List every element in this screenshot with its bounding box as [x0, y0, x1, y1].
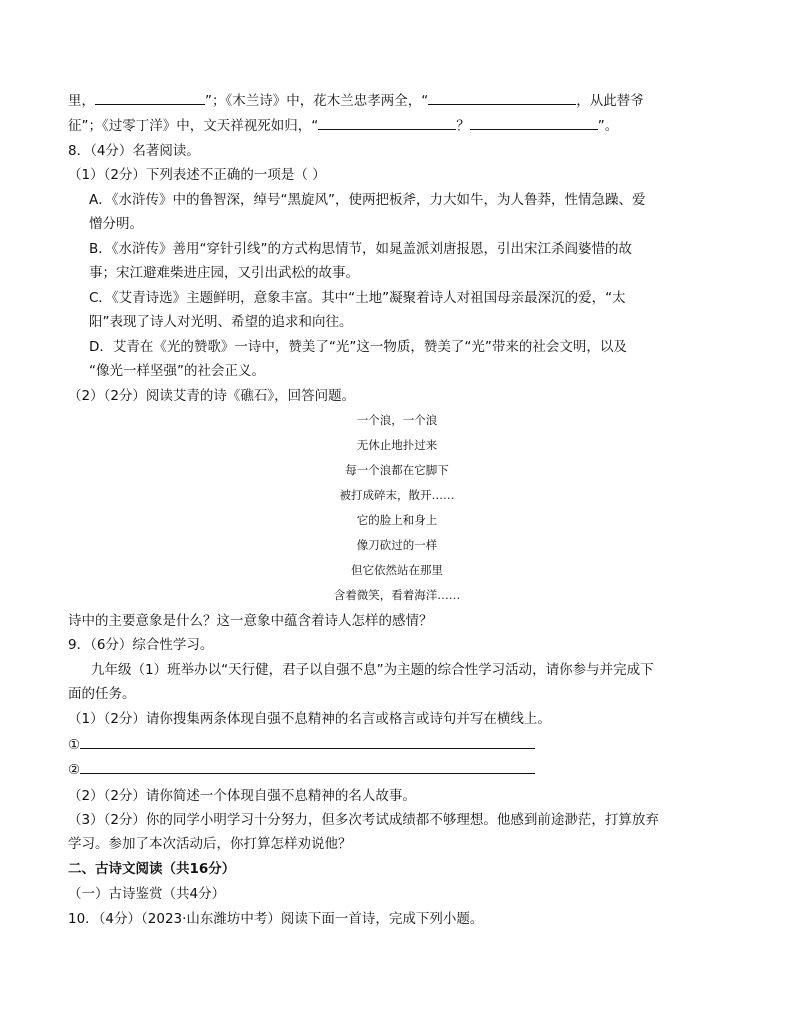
question-9-sub2: （2）（2分）请你简述一个体现自强不息精神的名人故事。: [68, 788, 416, 804]
poem-question: 诗中的主要意象是什么？这一意象中蕴含着诗人怎样的感情？: [68, 613, 433, 629]
option-d-line-2: “像光一样坚强”的社会正义。: [89, 363, 265, 379]
question-9-sub3-line-1: （3）（2分）你的同学小明学习十分努力，但多次考试成绩都不够理想。他感到前途渺茫，打算放弃: [68, 812, 659, 828]
fill-text: 征”；《过零丁洋》中，文天祥视死如归，“: [68, 118, 319, 134]
option-b-line-1: B．《水浒传》善用“穿针引线”的方式构思情节，如晁盖派刘唐报恩，引出宋江杀阎婆惜的故: [89, 241, 632, 257]
question-8-sub2: （2）（2分）阅读艾青的诗《礁石》，回答问题。: [68, 388, 356, 404]
poem-line: 一个浪，一个浪: [356, 413, 438, 427]
section-2-heading: 二、古诗文阅读（共16分）: [68, 861, 236, 877]
fill-line-2: [68, 117, 618, 135]
fill-text: ，从此替爷: [576, 93, 644, 109]
question-9-intro-1: 九年级（1）班举办以“天行健，君子以自强不息”为主题的综合性学习活动，请你参与并完成下: [91, 662, 654, 678]
option-d-line-1: D．艾青在《光的赞歌》一诗中，赞美了“光”这一物质，赞美了“光”带来的社会文明，以及: [89, 339, 627, 355]
poem-line: 无休止地扑过来: [356, 438, 438, 452]
poem-line: 像刀砍过的一样: [356, 538, 438, 552]
answer-line-1: [68, 735, 535, 754]
fill-text: ？: [456, 118, 470, 134]
answer-line-2: [68, 760, 535, 779]
fill-text: 里，: [68, 93, 95, 109]
option-a-line-2: 憎分明。: [89, 216, 143, 232]
poem-line: 含着微笑，看着海洋……: [333, 588, 461, 602]
answer-blank[interactable]: [95, 92, 205, 105]
fill-text: ”；《木兰诗》中，花木兰忠孝两全，“: [205, 93, 429, 109]
answer-underline[interactable]: [80, 760, 535, 774]
poem-line: 被打成碎末，散开……: [339, 488, 455, 502]
poem-line: 但它依然站在那里: [351, 563, 443, 577]
option-a-line-1: A．《水浒传》中的鲁智深，绰号“黑旋风”，使两把板斧，力大如牛，为人鲁莽，性情急躁、爱: [89, 192, 646, 208]
answer-blank[interactable]: [318, 117, 456, 130]
question-8-sub1: （1）（2分）下列表述不正确的一项是（ ）: [68, 167, 326, 183]
circled-number-1: ①: [68, 737, 81, 753]
question-9-sub3-line-2: 学习。参加了本次活动后，你打算怎样劝说他？: [68, 836, 352, 852]
circled-number-2: ②: [68, 762, 81, 778]
fill-line-1: [68, 92, 644, 110]
option-c-line-2: 阳”表现了诗人对光明、希望的追求和向往。: [89, 314, 353, 330]
question-9-intro-2: 面的任务。: [68, 686, 136, 702]
question-9-title: 9．（6分）综合性学习。: [68, 637, 214, 653]
poem-line: 每一个浪都在它脚下: [345, 463, 449, 477]
poem-line: 它的脸上和身上: [356, 513, 438, 527]
option-c-line-1: C．《艾青诗选》主题鲜明，意象丰富。其中“土地”凝聚着诗人对祖国母亲最深沉的爱，“太: [89, 290, 626, 306]
answer-underline[interactable]: [80, 735, 535, 749]
answer-blank[interactable]: [470, 117, 598, 130]
section-2-part-1: （一）古诗鉴赏（共4分）: [68, 886, 226, 902]
option-b-line-2: 事；宋江避难柴进庄园，又引出武松的故事。: [89, 265, 359, 281]
question-9-sub1: （1）（2分）请你搜集两条体现自强不息精神的名言或格言或诗句并写在横线上。: [68, 711, 551, 727]
answer-blank[interactable]: [428, 92, 576, 105]
question-10-title: 10．（4分）（2023·山东潍坊中考）阅读下面一首诗，完成下列小题。: [68, 911, 484, 927]
fill-text: ”。: [597, 118, 619, 134]
question-8-title: 8．（4分）名著阅读。: [68, 143, 200, 159]
